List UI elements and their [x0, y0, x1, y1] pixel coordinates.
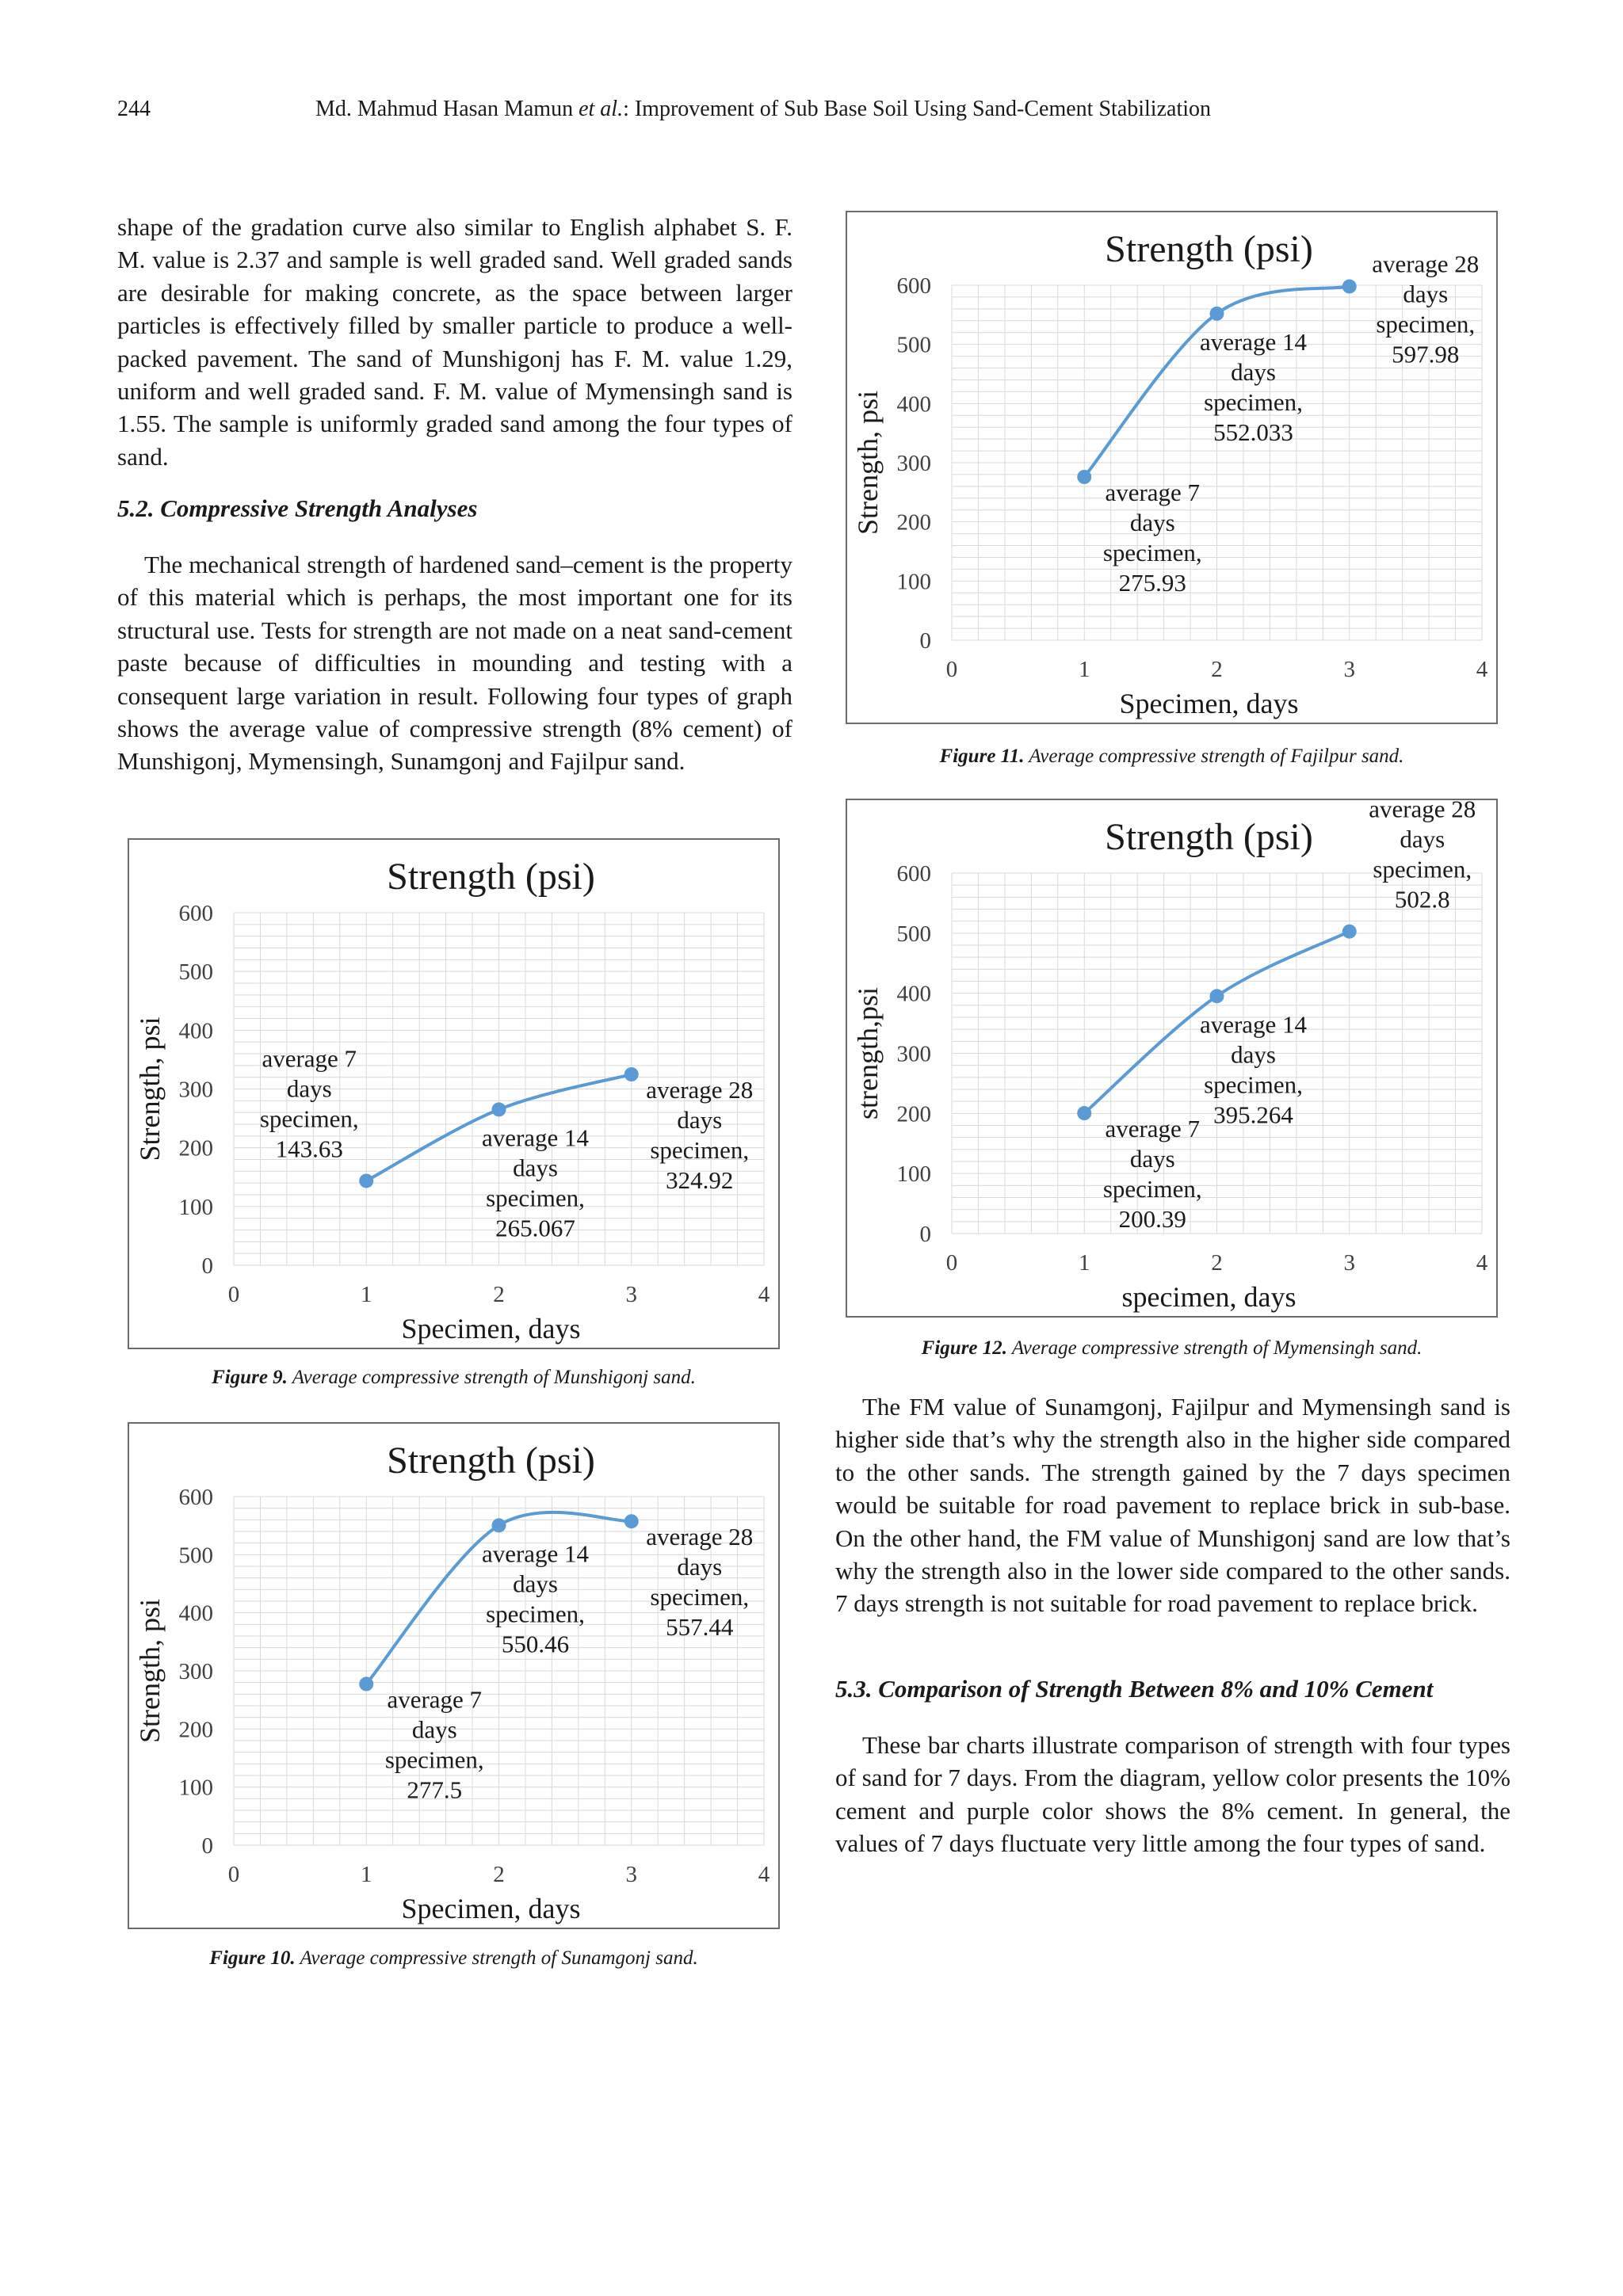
data-point	[492, 1518, 506, 1532]
data-label-line: specimen,	[1373, 855, 1472, 883]
y-tick-label: 100	[896, 569, 931, 595]
x-axis-label: specimen, days	[1121, 1281, 1296, 1313]
caption-figure-9-label: Figure 9.	[212, 1367, 288, 1388]
data-label	[260, 1044, 359, 1162]
data-point	[492, 1102, 506, 1116]
y-tick-label: 300	[896, 1041, 931, 1067]
data-label	[482, 1539, 590, 1657]
data-label	[1200, 328, 1308, 446]
data-label-line: average 7	[1105, 478, 1201, 506]
section-heading-5-2: 5.2. Compressive Strength Analyses	[117, 494, 478, 522]
y-tick-label: 400	[178, 1600, 213, 1627]
x-tick-label: 1	[1079, 657, 1090, 682]
header-authors: Md. Mahmud Hasan Mamun	[315, 97, 574, 121]
y-tick-label: 100	[178, 1775, 213, 1801]
data-label-line: days	[1129, 1145, 1175, 1173]
y-tick-label: 600	[178, 901, 213, 926]
data-label-line: 265.067	[495, 1214, 575, 1242]
data-label-line: days	[1129, 508, 1175, 536]
data-point	[1342, 925, 1357, 939]
data-label-line: average 14	[481, 1123, 590, 1152]
x-tick-label: 2	[493, 1282, 505, 1307]
data-label-line: specimen,	[1376, 310, 1476, 338]
data-point	[1077, 470, 1091, 484]
left-paragraph-1: shape of the gradation curve also similar to English alphabet S. F. M. value is 2.37 and sample is well graded sand. Well graded sands are desirable for making concrete, as the space between larger particles is effectively filled by smaller particle to produce a well-packed pavement. The sand of Munshigonj has F. M. value 1.29, uniform and well graded sand. F. M. value of Mymensingh sand is 1.55. The sample is uniformly graded sand among the four types of sand.	[117, 213, 792, 471]
data-label-line: specimen,	[259, 1104, 359, 1133]
data-label-line: 557.44	[666, 1613, 734, 1642]
caption-figure-12-text: Average compressive strength of Mymensingh sand.	[1007, 1337, 1423, 1359]
data-point	[1342, 280, 1357, 294]
chart-svg-figure-9	[129, 840, 781, 1351]
caption-figure-10-label: Figure 10.	[209, 1947, 296, 1969]
header-etal: et al.	[579, 97, 624, 121]
data-label-line: days	[286, 1074, 332, 1103]
x-tick-label: 1	[361, 1862, 372, 1887]
x-tick-label: 4	[1476, 1250, 1488, 1276]
data-label-line: 502.8	[1394, 885, 1450, 913]
y-tick-label: 500	[896, 332, 931, 358]
data-label-line: average 28	[646, 1076, 754, 1104]
data-label-line: average 28	[1372, 250, 1480, 278]
y-tick-label: 300	[896, 451, 931, 476]
data-label-line: 277.5	[407, 1775, 463, 1804]
data-label-line: days	[677, 1106, 723, 1135]
x-tick-label: 0	[227, 1282, 240, 1307]
y-tick-label: 400	[178, 1018, 213, 1044]
x-tick-label: 4	[758, 1282, 770, 1307]
y-tick-label: 400	[896, 391, 931, 418]
y-tick-label: 500	[896, 921, 931, 947]
x-tick-label: 4	[1476, 657, 1488, 682]
right-paragraph-1: The FM value of Sunamgonj, Fajilpur and Mymensingh sand is higher side that’s why the strength also in the higher side compared to the other sands. The strength gained by the 7 days specimen would be suitable for road pavement to replace brick in sub-base. On the other hand, the FM value of Munshigonj sand are low that’s why the strength also in the lower side compared to the other sands. 7 days strength is not suitable for road pavement to replace brick.	[835, 1393, 1510, 1618]
data-label	[646, 1523, 753, 1641]
data-label-line: average 7	[387, 1685, 483, 1714]
x-tick-label: 1	[1079, 1250, 1090, 1276]
y-tick-label: 200	[896, 1101, 931, 1127]
y-tick-label: 200	[896, 509, 931, 536]
data-label-line: 143.63	[275, 1135, 343, 1163]
x-tick-label: 4	[758, 1862, 770, 1887]
data-label-line: 275.93	[1118, 568, 1186, 597]
section-heading-5-3: 5.3. Comparison of Strength Between 8% and 10% Cement	[835, 1675, 1434, 1703]
caption-figure-10-text: Average compressive strength of Sunamgonj sand.	[295, 1947, 698, 1969]
x-tick-label: 3	[1343, 1250, 1355, 1276]
data-label	[646, 1076, 753, 1194]
data-point	[1210, 989, 1224, 1003]
data-point	[359, 1173, 373, 1188]
data-label	[1369, 800, 1476, 913]
chart-figure-12	[846, 799, 1498, 1318]
left-paragraph-2: The mechanical strength of hardened sand–cement is the property of this material which is perhaps, the most important one for its structural use. Tests for strength are not made on a neat sand-cement paste because of difficulties in mounding and testing with a consequent large variation in result. Following four types of graph shows the average value of compressive strength (8% cement) of Munshigonj, Mymensingh, Sunamgonj and Fajilpur sand.	[117, 551, 792, 776]
y-tick-label: 500	[178, 959, 213, 986]
chart-title: Strength (psi)	[387, 856, 595, 898]
caption-figure-10	[128, 1947, 780, 1970]
y-tick-label: 600	[896, 861, 931, 887]
chart-title: Strength (psi)	[1105, 228, 1313, 270]
data-label	[385, 1686, 484, 1804]
header-title: : Improvement of Sub Base Soil Using Sand-Cement Stabilization	[623, 97, 1211, 121]
data-label	[1200, 1010, 1308, 1128]
y-tick-label: 0	[201, 1253, 213, 1279]
page-number: 244	[117, 97, 151, 121]
right-paragraph-2: These bar charts illustrate comparison of strength with four types of sand for 7 days. From the diagram, yellow color presents the 10% cement and purple color shows the 8% cement. In general, the values of 7 days fluctuate very little among the four types of sand.	[835, 1731, 1510, 1858]
data-label-line: average 28	[1369, 800, 1476, 823]
x-tick-label: 0	[945, 1250, 958, 1276]
chart-figure-11	[846, 211, 1498, 724]
x-tick-label: 2	[1211, 657, 1223, 682]
chart-svg-figure-10	[129, 1424, 781, 1931]
data-label-line: average 14	[1199, 327, 1308, 356]
y-tick-label: 100	[178, 1194, 213, 1220]
x-tick-label: 2	[1211, 1250, 1223, 1276]
data-label	[1103, 479, 1202, 597]
chart-title: Strength (psi)	[1105, 816, 1313, 858]
data-label-line: average 28	[646, 1523, 754, 1551]
chart-svg-figure-12	[847, 800, 1499, 1319]
chart-figure-10	[128, 1422, 780, 1929]
y-tick-label: 500	[178, 1543, 213, 1569]
data-label-line: days	[677, 1553, 723, 1581]
data-label-line: average 7	[262, 1044, 357, 1073]
caption-figure-11	[846, 746, 1498, 768]
data-label-line: days	[411, 1715, 457, 1744]
y-axis-label: Strength, psi	[852, 390, 884, 536]
data-label-line: specimen,	[1204, 1070, 1303, 1099]
data-label-line: days	[1231, 357, 1276, 386]
y-tick-label: 0	[201, 1833, 213, 1859]
y-tick-label: 200	[178, 1135, 213, 1161]
x-tick-label: 3	[625, 1862, 637, 1887]
y-axis-label: strength,psi	[852, 987, 884, 1119]
data-label-line: days	[1400, 825, 1445, 853]
x-tick-label: 1	[361, 1282, 372, 1307]
data-label-line: 395.264	[1213, 1100, 1293, 1129]
y-tick-label: 600	[178, 1485, 213, 1510]
data-label-line: average 7	[1105, 1115, 1201, 1143]
data-label-line: days	[513, 1154, 558, 1182]
data-label-line: specimen,	[384, 1745, 484, 1774]
data-label-line: 597.98	[1392, 340, 1460, 368]
y-tick-label: 600	[896, 273, 931, 299]
data-label-line: 324.92	[666, 1166, 734, 1195]
data-label-line: days	[1403, 280, 1449, 308]
data-label-line: days	[513, 1569, 558, 1598]
x-tick-label: 0	[945, 657, 958, 682]
data-label-line: 200.39	[1118, 1205, 1186, 1234]
data-point	[1210, 307, 1224, 321]
y-axis-label: Strength, psi	[134, 1598, 166, 1744]
caption-figure-12	[846, 1337, 1498, 1360]
y-tick-label: 100	[896, 1161, 931, 1188]
data-label-line: specimen,	[486, 1184, 585, 1212]
y-tick-label: 300	[178, 1077, 213, 1103]
caption-figure-11-text: Average compressive strength of Fajilpur sand.	[1024, 746, 1404, 767]
x-tick-label: 3	[1343, 657, 1355, 682]
caption-figure-12-label: Figure 12.	[921, 1337, 1008, 1359]
data-label-line: average 14	[481, 1539, 590, 1568]
data-point	[624, 1067, 639, 1081]
data-point	[359, 1677, 373, 1691]
x-axis-label: Specimen, days	[1119, 688, 1299, 719]
data-label-line: specimen,	[1102, 538, 1202, 566]
x-axis-label: Specimen, days	[401, 1893, 581, 1924]
y-tick-label: 300	[178, 1659, 213, 1684]
y-tick-label: 0	[919, 628, 931, 654]
y-axis-label: Strength, psi	[134, 1016, 166, 1161]
data-label-line: specimen,	[486, 1600, 585, 1628]
data-label-line: 552.033	[1213, 418, 1293, 446]
chart-svg-figure-11	[847, 212, 1499, 726]
gridlines	[952, 873, 1482, 1234]
data-label-line: average 14	[1199, 1010, 1308, 1039]
caption-figure-11-label: Figure 11.	[939, 746, 1025, 767]
caption-figure-9-text: Average compressive strength of Munshigonj sand.	[287, 1367, 696, 1388]
data-label-line: specimen,	[1204, 387, 1303, 416]
chart-figure-9	[128, 838, 780, 1349]
y-tick-label: 400	[896, 981, 931, 1007]
x-tick-label: 2	[493, 1862, 505, 1887]
running-header	[117, 97, 1512, 128]
data-point	[1077, 1106, 1091, 1120]
caption-figure-9	[128, 1367, 780, 1389]
x-tick-label: 3	[625, 1282, 637, 1307]
x-tick-label: 0	[227, 1862, 240, 1887]
y-tick-label: 200	[178, 1717, 213, 1743]
running-title	[315, 97, 1211, 122]
data-label-line: specimen,	[650, 1583, 750, 1611]
data-label-line: specimen,	[650, 1136, 750, 1165]
chart-title: Strength (psi)	[387, 1440, 595, 1482]
data-label-line: days	[1231, 1040, 1276, 1069]
data-label-line: specimen,	[1102, 1175, 1202, 1203]
x-axis-label: Specimen, days	[401, 1313, 581, 1344]
data-label-line: 550.46	[501, 1630, 570, 1658]
y-tick-label: 0	[919, 1222, 931, 1247]
data-point	[624, 1514, 639, 1528]
